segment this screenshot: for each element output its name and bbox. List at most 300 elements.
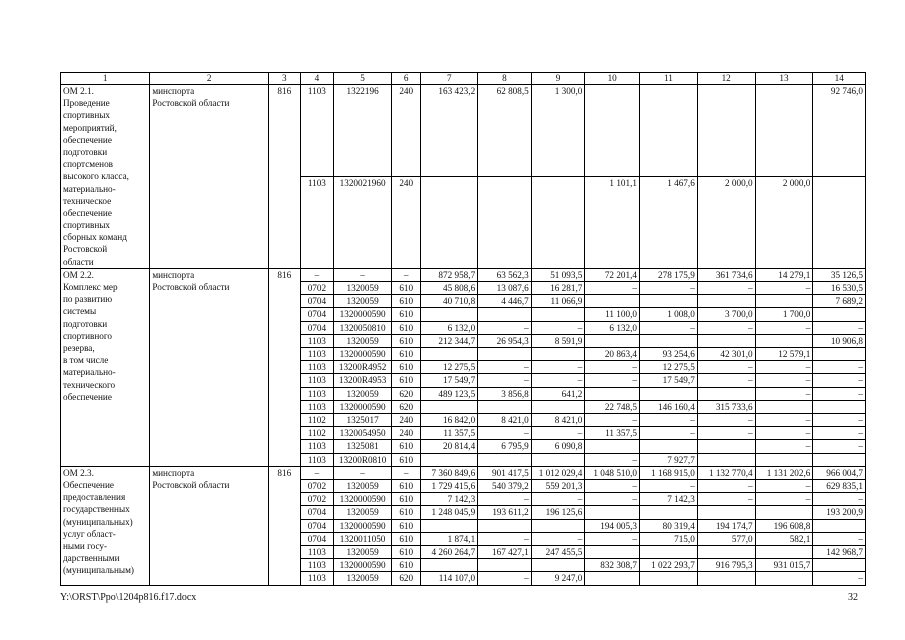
description-line: услуг област-	[63, 528, 116, 539]
amount-cell: 4 260 264,7	[421, 546, 478, 559]
amount-cell: 72 201,4	[585, 268, 640, 281]
amount-cell	[755, 85, 813, 177]
description-line: ОМ 2.1.	[63, 86, 94, 96]
classification-cell: 0702	[300, 480, 334, 493]
classification-cell: 1325017	[334, 414, 392, 427]
amount-cell	[478, 400, 532, 413]
description-line: ОМ 2.2.	[63, 269, 94, 280]
amount-cell	[585, 85, 640, 177]
classification-cell: 1320059	[334, 546, 392, 559]
amount-cell	[585, 295, 640, 308]
classification-cell: 610	[392, 493, 421, 506]
column-number-11: 11	[639, 73, 697, 85]
amount-cell: 13 087,6	[478, 282, 532, 295]
amount-cell	[421, 348, 478, 361]
amount-cell: 163 423,2	[421, 85, 478, 177]
amount-cell	[697, 546, 755, 559]
amount-cell	[697, 85, 755, 177]
classification-cell: 620	[392, 387, 421, 400]
amount-cell: –	[813, 572, 866, 585]
amount-cell: 3 856,8	[478, 387, 532, 400]
classification-cell: 13200R4953	[334, 374, 392, 387]
amount-cell	[531, 176, 585, 268]
amount-cell	[585, 506, 640, 519]
amount-cell: 582,1	[755, 532, 813, 545]
amount-cell: 7 689,2	[813, 295, 866, 308]
amount-cell: 1 048 510,0	[585, 466, 640, 479]
column-number-4: 4	[300, 73, 334, 85]
amount-cell: –	[755, 374, 813, 387]
description-line: технического	[63, 379, 116, 390]
description-line: в том числе	[63, 355, 109, 366]
amount-cell: 16 530,5	[813, 282, 866, 295]
amount-cell	[585, 572, 640, 585]
classification-cell: 610	[392, 559, 421, 572]
footer-file-path: Y:\ORST\Ppo\1204p816.f17.docx	[60, 592, 197, 603]
description-line: Обеспечение	[63, 480, 114, 491]
amount-cell: 194 174,7	[697, 519, 755, 532]
column-number-9: 9	[531, 73, 585, 85]
amount-cell: 966 004,7	[813, 466, 866, 479]
column-number-12: 12	[697, 73, 755, 85]
classification-cell: 1320000590	[334, 308, 392, 321]
classification-cell: 1320000590	[334, 519, 392, 532]
description-line: подготовки	[63, 146, 108, 157]
amount-cell: 8 421,0	[531, 414, 585, 427]
amount-cell: 361 734,6	[697, 268, 755, 281]
amount-cell: 7 360 849,6	[421, 466, 478, 479]
amount-cell: 9 247,0	[531, 572, 585, 585]
executor	[150, 85, 269, 269]
amount-cell: 1 300,0	[531, 85, 585, 177]
classification-cell: 1102	[300, 427, 334, 440]
amount-cell: 8 421,0	[478, 414, 532, 427]
amount-cell	[478, 559, 532, 572]
column-number-13: 13	[755, 73, 813, 85]
executor-line: Ростовской области	[152, 98, 230, 109]
amount-cell	[421, 176, 478, 268]
description-line: системы	[63, 306, 97, 317]
amount-cell: 80 319,4	[639, 519, 697, 532]
amount-cell: 7 927,7	[639, 453, 697, 466]
column-number-6: 6	[392, 73, 421, 85]
amount-cell: –	[531, 321, 585, 334]
description-line: спортивного	[63, 330, 112, 341]
classification-cell: 1103	[300, 546, 334, 559]
executor-line: минспорта	[152, 86, 195, 96]
ministry-code: 816	[269, 466, 301, 585]
amount-cell	[478, 348, 532, 361]
amount-cell: –	[755, 387, 813, 400]
amount-cell: –	[531, 361, 585, 374]
amount-cell	[755, 572, 813, 585]
amount-cell: 1 248 045,9	[421, 506, 478, 519]
amount-cell: 12 579,1	[755, 348, 813, 361]
amount-cell: –	[478, 493, 532, 506]
classification-cell: 1320021960	[334, 176, 392, 268]
amount-cell: –	[478, 374, 532, 387]
description-line: ными госу-	[63, 540, 108, 551]
amount-cell	[813, 308, 866, 321]
column-number-8: 8	[478, 73, 532, 85]
description-line: высокого класса,	[63, 171, 129, 182]
classification-cell: 1102	[300, 414, 334, 427]
classification-cell: 1320000590	[334, 348, 392, 361]
amount-cell: 17 549,7	[639, 374, 697, 387]
classification-cell: 0702	[300, 282, 334, 295]
description-line: (муниципальных)	[63, 516, 133, 527]
description-line: обеспечение	[63, 391, 112, 402]
executor-line: Ростовской области	[152, 480, 230, 491]
description-line: по развитию	[63, 294, 113, 305]
amount-cell	[531, 453, 585, 466]
amount-cell: –	[585, 453, 640, 466]
amount-cell: 10 906,8	[813, 334, 866, 347]
amount-cell: –	[813, 493, 866, 506]
amount-cell: –	[585, 480, 640, 493]
amount-cell: –	[697, 321, 755, 334]
amount-cell: 2 000,0	[697, 176, 755, 268]
classification-cell: 1320050810	[334, 321, 392, 334]
amount-cell: –	[531, 427, 585, 440]
amount-cell	[478, 308, 532, 321]
classification-cell: 1103	[300, 572, 334, 585]
amount-cell: 6 132,0	[585, 321, 640, 334]
description-line: области	[63, 256, 94, 267]
amount-cell	[697, 506, 755, 519]
amount-cell	[639, 334, 697, 347]
amount-cell: 35 126,5	[813, 268, 866, 281]
classification-cell: –	[300, 268, 334, 281]
amount-cell: 3 700,0	[697, 308, 755, 321]
amount-cell	[531, 348, 585, 361]
amount-cell: 1 874,1	[421, 532, 478, 545]
amount-cell: –	[585, 493, 640, 506]
amount-cell	[478, 453, 532, 466]
classification-cell: 0704	[300, 308, 334, 321]
description-line: спортивных	[63, 110, 111, 121]
amount-cell: 641,2	[531, 387, 585, 400]
amount-cell: –	[531, 374, 585, 387]
amount-cell	[755, 506, 813, 519]
executor-line: минспорта	[152, 467, 195, 478]
amount-cell: 1 168 915,0	[639, 466, 697, 479]
amount-cell: 11 357,5	[421, 427, 478, 440]
amount-cell: 114 107,0	[421, 572, 478, 585]
amount-cell: –	[813, 414, 866, 427]
amount-cell	[639, 572, 697, 585]
amount-cell	[585, 440, 640, 453]
classification-cell: 1320000590	[334, 493, 392, 506]
amount-cell: 16 842,0	[421, 414, 478, 427]
amount-cell: –	[585, 374, 640, 387]
amount-cell: 196 608,8	[755, 519, 813, 532]
amount-cell	[755, 453, 813, 466]
table-body	[61, 73, 866, 586]
amount-cell: 315 733,6	[697, 400, 755, 413]
amount-cell: 559 201,3	[531, 480, 585, 493]
amount-cell: 247 455,5	[531, 546, 585, 559]
classification-cell: 620	[392, 572, 421, 585]
classification-cell: –	[392, 268, 421, 281]
column-number-1: 1	[61, 73, 150, 85]
amount-cell: 1 131 202,6	[755, 466, 813, 479]
amount-cell: 1 729 415,6	[421, 480, 478, 493]
amount-cell: 11 066,9	[531, 295, 585, 308]
amount-cell: 11 357,5	[585, 427, 640, 440]
amount-cell: 7 142,3	[421, 493, 478, 506]
amount-cell: –	[585, 361, 640, 374]
amount-cell: 26 954,3	[478, 334, 532, 347]
table-row	[61, 85, 866, 177]
amount-cell: 62 808,5	[478, 85, 532, 177]
amount-cell	[697, 572, 755, 585]
amount-cell: 832 308,7	[585, 559, 640, 572]
amount-cell: –	[697, 374, 755, 387]
amount-cell	[813, 348, 866, 361]
amount-cell: 63 562,3	[478, 268, 532, 281]
classification-cell: 1320011050	[334, 532, 392, 545]
measure-description	[61, 268, 150, 466]
amount-cell: 540 379,2	[478, 480, 532, 493]
amount-cell: –	[755, 414, 813, 427]
amount-cell	[421, 559, 478, 572]
amount-cell: 2 000,0	[755, 176, 813, 268]
amount-cell: 194 005,3	[585, 519, 640, 532]
amount-cell	[531, 400, 585, 413]
amount-cell: –	[813, 427, 866, 440]
description-line: Комплекс мер	[63, 282, 118, 292]
amount-cell: –	[478, 532, 532, 545]
amount-cell: 93 254,6	[639, 348, 697, 361]
amount-cell: –	[697, 282, 755, 295]
column-number-10: 10	[585, 73, 640, 85]
classification-cell: 0702	[300, 493, 334, 506]
amount-cell: –	[585, 414, 640, 427]
amount-cell: –	[697, 427, 755, 440]
amount-cell: –	[585, 282, 640, 295]
classification-cell: 1320000590	[334, 559, 392, 572]
amount-cell: 40 710,8	[421, 295, 478, 308]
executor-line: Ростовской области	[152, 282, 230, 293]
executor-line: минспорта	[152, 269, 195, 280]
amount-cell	[639, 295, 697, 308]
amount-cell	[813, 559, 866, 572]
amount-cell: –	[478, 361, 532, 374]
amount-cell: 1 012 029,4	[531, 466, 585, 479]
table-row	[61, 268, 866, 281]
description-line: резерва,	[63, 342, 95, 353]
classification-cell: 1325081	[334, 440, 392, 453]
description-line: подготовки	[63, 318, 108, 329]
amount-cell: 12 275,5	[639, 361, 697, 374]
amount-cell	[755, 400, 813, 413]
amount-cell: 6 132,0	[421, 321, 478, 334]
amount-cell: 42 301,0	[697, 348, 755, 361]
column-number-2: 2	[150, 73, 269, 85]
amount-cell: –	[639, 414, 697, 427]
classification-cell: 1103	[300, 85, 334, 177]
classification-cell: 1320059	[334, 387, 392, 400]
classification-cell: 1320059	[334, 334, 392, 347]
amount-cell: 196 125,6	[531, 506, 585, 519]
amount-cell: –	[755, 361, 813, 374]
ministry-code: 816	[269, 85, 301, 269]
amount-cell: –	[531, 493, 585, 506]
column-number-7: 7	[421, 73, 478, 85]
amount-cell	[421, 400, 478, 413]
measure-description	[61, 466, 150, 585]
amount-cell	[421, 453, 478, 466]
description-line: спортсменов	[63, 159, 114, 170]
amount-cell: 489 123,5	[421, 387, 478, 400]
amount-cell: 278 175,9	[639, 268, 697, 281]
description-line: дарственными	[63, 553, 120, 564]
amount-cell: 872 958,7	[421, 268, 478, 281]
amount-cell: –	[697, 361, 755, 374]
amount-cell	[697, 387, 755, 400]
amount-cell: 142 968,7	[813, 546, 866, 559]
amount-cell: 193 611,2	[478, 506, 532, 519]
amount-cell: 6 090,8	[531, 440, 585, 453]
amount-cell: 16 281,7	[531, 282, 585, 295]
amount-cell: –	[585, 532, 640, 545]
amount-cell: 6 795,9	[478, 440, 532, 453]
amount-cell: –	[813, 387, 866, 400]
amount-cell	[639, 506, 697, 519]
amount-cell	[813, 176, 866, 268]
classification-cell: 1320059	[334, 282, 392, 295]
amount-cell: 212 344,7	[421, 334, 478, 347]
executor	[150, 268, 269, 466]
classification-cell: 1320054950	[334, 427, 392, 440]
column-number-3: 3	[269, 73, 301, 85]
amount-cell	[813, 519, 866, 532]
classification-cell: 240	[392, 427, 421, 440]
amount-cell: –	[478, 427, 532, 440]
amount-cell: –	[755, 493, 813, 506]
classification-cell: 0704	[300, 506, 334, 519]
classification-cell: 1103	[300, 374, 334, 387]
amount-cell: 12 275,5	[421, 361, 478, 374]
column-number-row	[61, 73, 866, 85]
amount-cell	[478, 176, 532, 268]
classification-cell: 610	[392, 440, 421, 453]
amount-cell	[639, 85, 697, 177]
classification-cell: 1103	[300, 400, 334, 413]
amount-cell: 8 591,9	[531, 334, 585, 347]
description-line: ОМ 2.3.	[63, 467, 94, 478]
amount-cell: 901 417,5	[478, 466, 532, 479]
amount-cell: 11 100,0	[585, 308, 640, 321]
description-line: обеспечение	[63, 134, 112, 145]
classification-cell: 1320059	[334, 295, 392, 308]
description-line: материально-	[63, 183, 116, 194]
amount-cell: –	[813, 440, 866, 453]
amount-cell	[697, 453, 755, 466]
amount-cell: –	[813, 374, 866, 387]
amount-cell: 1 132 770,4	[697, 466, 755, 479]
amount-cell	[585, 546, 640, 559]
description-line: сборных команд	[63, 232, 127, 243]
amount-cell: 629 835,1	[813, 480, 866, 493]
amount-cell: 167 427,1	[478, 546, 532, 559]
classification-cell: 610	[392, 321, 421, 334]
amount-cell	[755, 295, 813, 308]
classification-cell: 610	[392, 334, 421, 347]
amount-cell: 916 795,3	[697, 559, 755, 572]
classification-cell: 610	[392, 374, 421, 387]
classification-cell: –	[300, 466, 334, 479]
classification-cell: 240	[392, 414, 421, 427]
amount-cell	[421, 308, 478, 321]
classification-cell: 610	[392, 453, 421, 466]
amount-cell: 146 160,4	[639, 400, 697, 413]
classification-cell: 13200R0810	[334, 453, 392, 466]
amount-cell: 92 746,0	[813, 85, 866, 177]
amount-cell: –	[755, 427, 813, 440]
amount-cell	[813, 400, 866, 413]
classification-cell: 0704	[300, 321, 334, 334]
description-line: материально-	[63, 367, 116, 378]
measure-description	[61, 85, 150, 269]
amount-cell	[639, 546, 697, 559]
amount-cell: –	[755, 321, 813, 334]
amount-cell: 577,0	[697, 532, 755, 545]
classification-cell: 610	[392, 519, 421, 532]
classification-cell: 1103	[300, 334, 334, 347]
description-line: спортивных	[63, 220, 111, 231]
ministry-code: 816	[269, 268, 301, 466]
amount-cell: 14 279,1	[755, 268, 813, 281]
classification-cell: 610	[392, 546, 421, 559]
description-line: (муниципальным)	[63, 565, 134, 576]
classification-cell: 1320000590	[334, 400, 392, 413]
amount-cell: 51 093,5	[531, 268, 585, 281]
classification-cell: 1103	[300, 559, 334, 572]
amount-cell: 4 446,7	[478, 295, 532, 308]
classification-cell: 610	[392, 282, 421, 295]
amount-cell: –	[697, 493, 755, 506]
classification-cell: 1103	[300, 361, 334, 374]
classification-cell: 1320059	[334, 480, 392, 493]
amount-cell	[531, 308, 585, 321]
classification-cell: 1103	[300, 348, 334, 361]
classification-cell: 620	[392, 400, 421, 413]
amount-cell: –	[697, 414, 755, 427]
description-line: обеспечение	[63, 207, 112, 218]
classification-cell: 1103	[300, 440, 334, 453]
amount-cell: 45 808,6	[421, 282, 478, 295]
classification-cell: 610	[392, 480, 421, 493]
classification-cell: 610	[392, 532, 421, 545]
classification-cell: –	[392, 466, 421, 479]
amount-cell: 17 549,7	[421, 374, 478, 387]
executor	[150, 466, 269, 585]
classification-cell: 610	[392, 295, 421, 308]
amount-cell: –	[639, 321, 697, 334]
amount-cell: 1 008,0	[639, 308, 697, 321]
amount-cell	[639, 440, 697, 453]
amount-cell: –	[639, 480, 697, 493]
classification-cell: 610	[392, 348, 421, 361]
description-line: Ростовской	[63, 244, 108, 255]
classification-cell: 1322196	[334, 85, 392, 177]
description-line: предоставления	[63, 492, 126, 503]
amount-cell: –	[755, 282, 813, 295]
amount-cell: –	[813, 361, 866, 374]
amount-cell	[755, 334, 813, 347]
